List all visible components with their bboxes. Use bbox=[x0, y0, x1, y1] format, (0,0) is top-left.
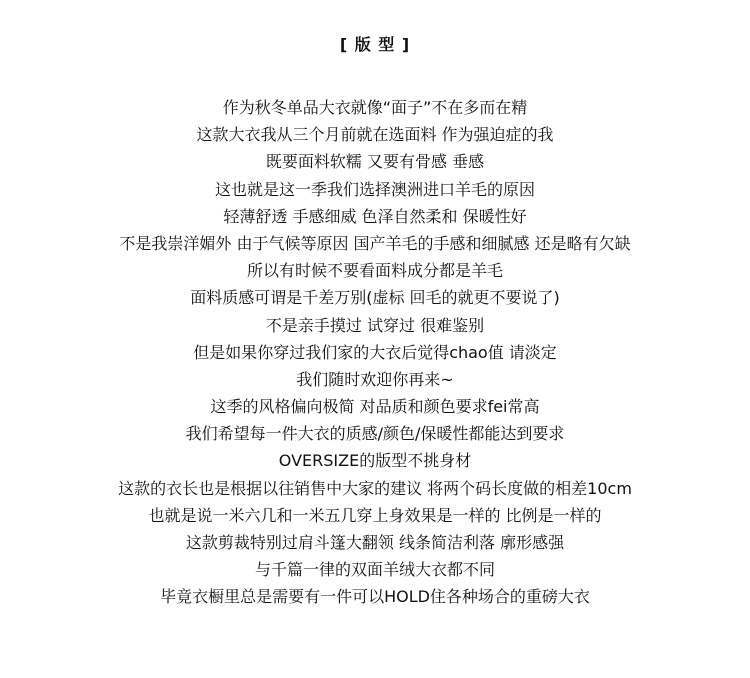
description-line: 轻薄舒透 手感细威 色泽自然柔和 保暖性好 bbox=[223, 206, 527, 226]
description-line: 面料质感可谓是千差万别(虚标 回毛的就更不要说了) bbox=[190, 288, 560, 308]
section-heading: [ 版 型 ] bbox=[339, 35, 411, 54]
description-line: 这款剪裁特别过肩斗篷大翻领 线条简洁利落 廓形感强 bbox=[185, 533, 565, 552]
description-line: 但是如果你穿过我们家的大衣后觉得chao值 请淡定 bbox=[193, 342, 557, 362]
description-line: 这也就是这一季我们选择澳洲进口羊毛的原因 bbox=[214, 179, 535, 199]
description-line: 也就是说一米六几和一米五几穿上身效果是一样的 比例是一样的 bbox=[148, 505, 602, 525]
description-line: 既要面料软糯 又要有骨感 垂感 bbox=[265, 152, 485, 172]
description-line: 这款的衣长也是根据以往销售中大家的建议 将两个码长度做的相差10cm bbox=[118, 478, 632, 498]
description-line: 不是我崇洋媚外 由于气候等原因 国产羊毛的手感和细腻感 还是略有欠缺 bbox=[119, 233, 631, 253]
description-line: 这季的风格偏向极简 对品质和颜色要求fei常高 bbox=[210, 397, 540, 417]
description-line: 所以有时候不要看面料成分都是羊毛 bbox=[246, 261, 503, 281]
description-line: 毕竟衣橱里总是需要有一件可以HOLD住各种场合的重磅大衣 bbox=[160, 587, 590, 607]
description-line: 与千篇一律的双面羊绒大衣都不同 bbox=[254, 560, 495, 580]
description-line: 不是亲手摸过 试穿过 很难鉴别 bbox=[265, 315, 485, 335]
description-line: 作为秋冬单品大衣就像“面子”不在多而在精 bbox=[222, 98, 528, 117]
description-line: 这款大衣我从三个月前就在选面料 作为强迫症的我 bbox=[196, 125, 554, 145]
description-line: 我们希望每一件大衣的质感/颜色/保暖性都能达到要求 bbox=[185, 424, 565, 444]
description-line: OVERSIZE的版型不挑身材 bbox=[278, 451, 472, 471]
description-text bbox=[0, 94, 750, 611]
description-line: 我们随时欢迎你再来~ bbox=[296, 369, 454, 389]
